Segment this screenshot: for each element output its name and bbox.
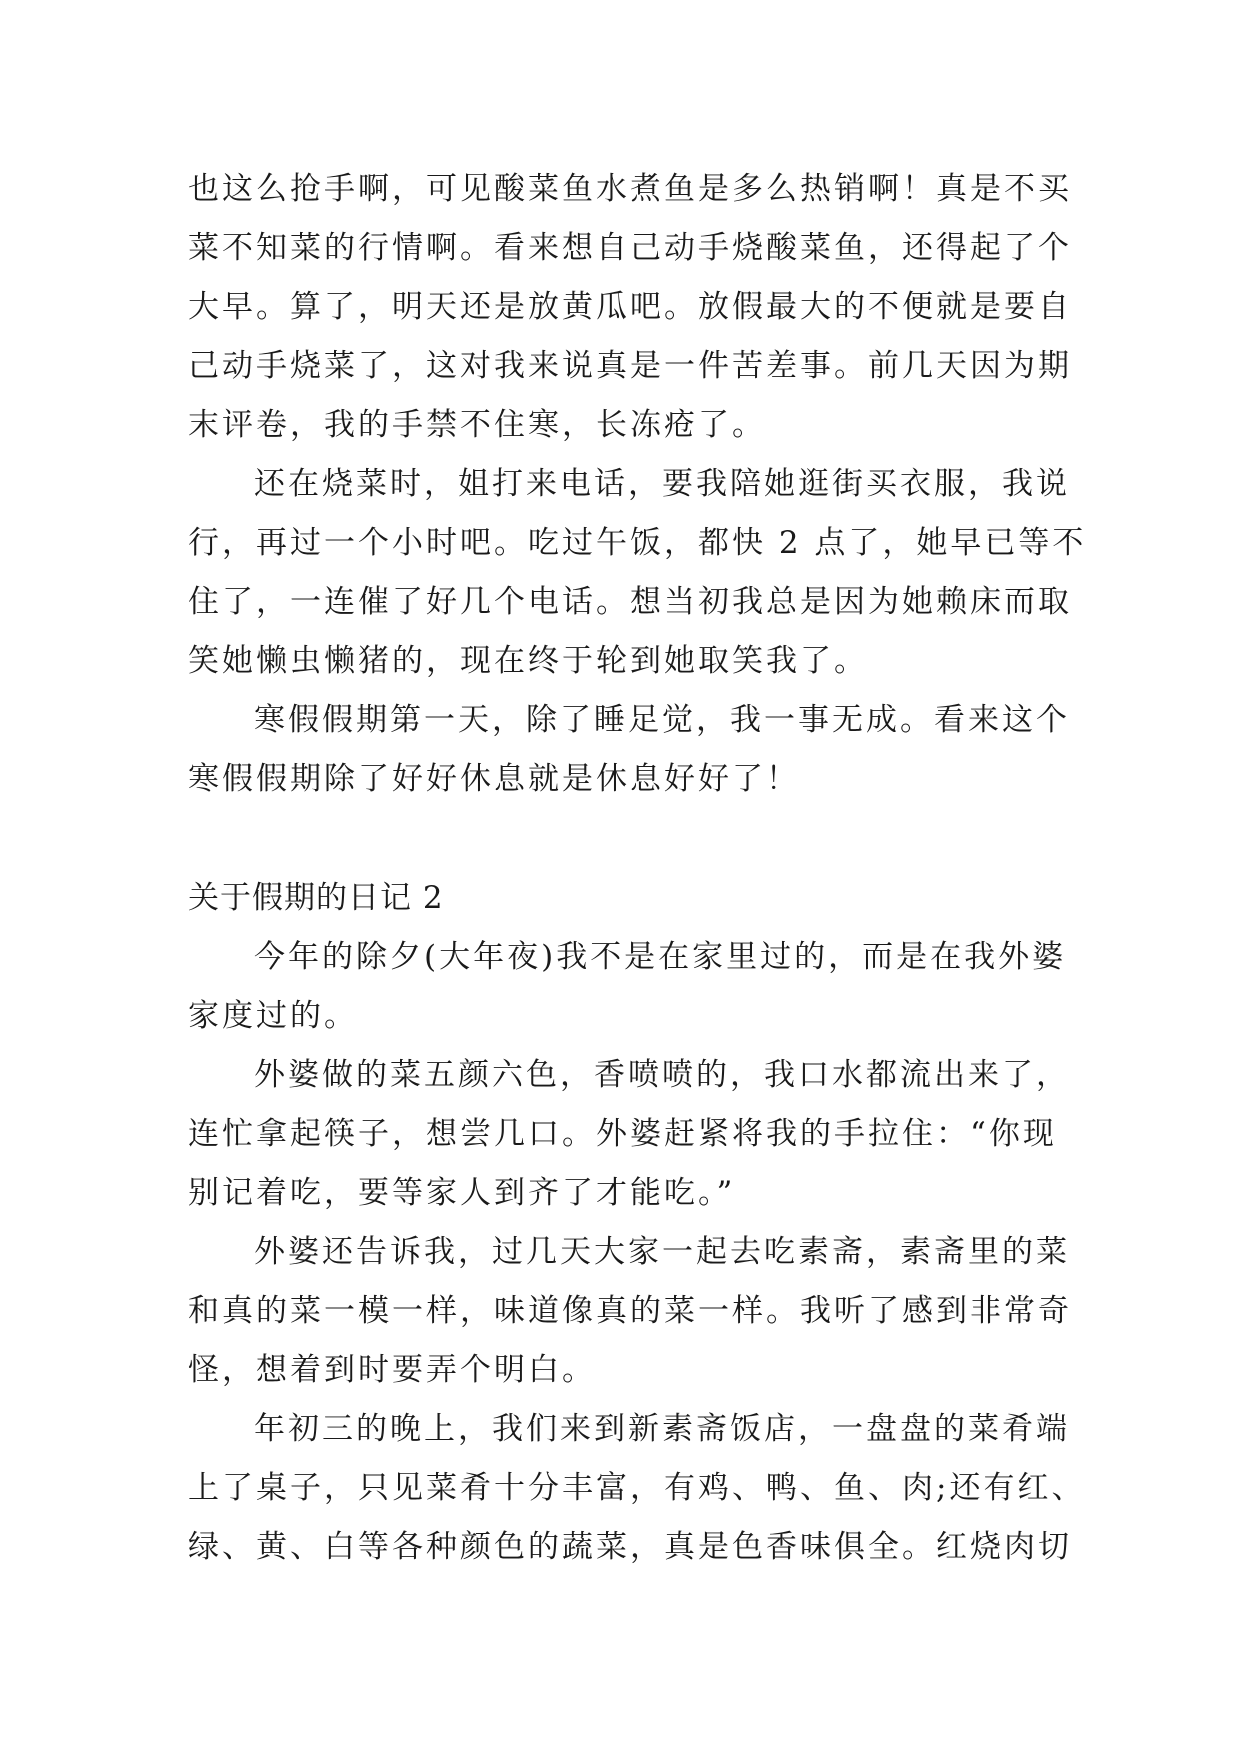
text-line: 今年的除夕(大年夜)我不是在家里过的，而是在我外婆 bbox=[254, 939, 1067, 975]
text-line: 己动手烧菜了，这对我来说真是一件苦差事。前几天因为期 bbox=[188, 348, 1072, 384]
document-body bbox=[188, 160, 1087, 1577]
paragraph-6 bbox=[188, 1223, 1072, 1400]
text-line: 寒假假期第一天，除了睡足觉，我一事无成。看来这个 bbox=[254, 702, 1070, 738]
section-spacer bbox=[188, 809, 1068, 869]
text-line: 外婆还告诉我，过几天大家一起去吃素斋，素斋里的菜 bbox=[254, 1234, 1070, 1270]
text-line: 绿、黄、白等各种颜色的蔬菜，真是色香味俱全。红烧肉切 bbox=[188, 1529, 1072, 1565]
text-line: 行，再过一个小时吧。吃过午饭，都快 2 点了，她早已等不 bbox=[188, 525, 1087, 561]
text-line: 大早。算了，明天还是放黄瓜吧。放假最大的不便就是要自 bbox=[188, 289, 1072, 325]
paragraph-4 bbox=[188, 928, 1068, 1046]
text-line: 上了桌子，只见菜肴十分丰富，有鸡、鸭、鱼、肉;还有红、 bbox=[188, 1470, 1086, 1506]
paragraph-5 bbox=[188, 1046, 1068, 1223]
paragraph-3 bbox=[188, 691, 1068, 809]
text-line: 年初三的晚上，我们来到新素斋饭店，一盘盘的菜肴端 bbox=[254, 1411, 1070, 1447]
text-line: 住了，一连催了好几个电话。想当初我总是因为她赖床而取 bbox=[188, 584, 1072, 620]
paragraph-1 bbox=[188, 160, 1072, 455]
text-line: 外婆做的菜五颜六色，香喷喷的，我口水都流出来了， bbox=[254, 1057, 1070, 1093]
text-line: 也这么抢手啊，可见酸菜鱼水煮鱼是多么热销啊！真是不买 bbox=[188, 171, 1072, 207]
paragraph-7 bbox=[188, 1400, 1086, 1577]
text-line: 还在烧菜时，姐打来电话，要我陪她逛街买衣服，我说 bbox=[254, 466, 1070, 502]
text-line: 笑她懒虫懒猪的，现在终于轮到她取笑我了。 bbox=[188, 643, 868, 679]
text-line: 和真的菜一模一样，味道像真的菜一样。我听了感到非常奇 bbox=[188, 1293, 1072, 1329]
paragraph-2 bbox=[188, 455, 1087, 691]
section-title: 关于假期的日记 2 bbox=[188, 880, 444, 916]
text-line: 怪，想着到时要弄个明白。 bbox=[188, 1352, 596, 1388]
text-line: 家度过的。 bbox=[188, 998, 358, 1034]
text-line: 寒假假期除了好好休息就是休息好好了！ bbox=[188, 761, 800, 797]
text-line: 菜不知菜的行情啊。看来想自己动手烧酸菜鱼，还得起了个 bbox=[188, 230, 1072, 266]
text-line: 连忙拿起筷子，想尝几口。外婆赶紧将我的手拉住：“你现 bbox=[188, 1116, 1057, 1152]
text-line: 别记着吃，要等家人到齐了才能吃。” bbox=[188, 1175, 736, 1211]
text-line: 末评卷，我的手禁不住寒，长冻疮了。 bbox=[188, 407, 766, 443]
